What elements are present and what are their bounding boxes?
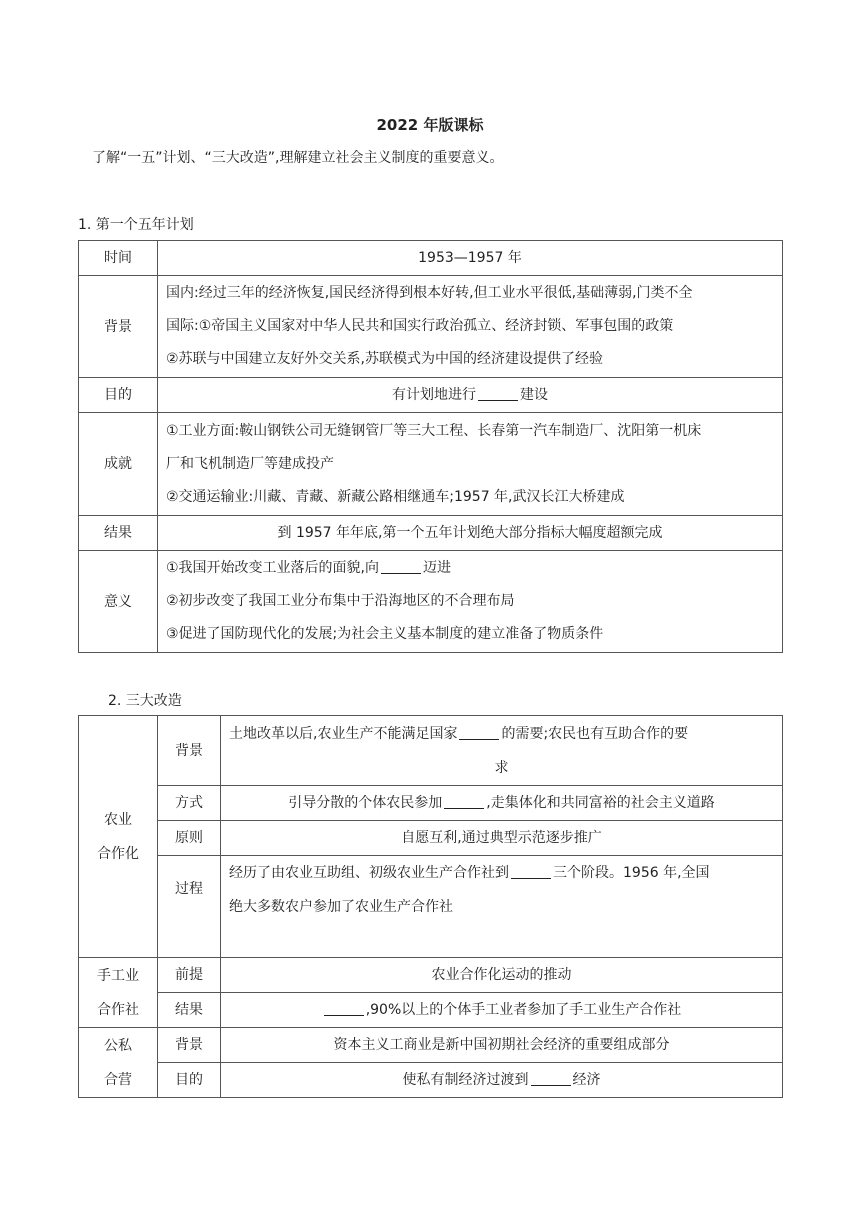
row-label: 目的 [79,378,158,413]
text-line: 绝大多数农户参加了农业生产合作社 [229,899,453,915]
text-line: 土地改革以后,农业生产不能满足国家 的需要;农民也有互助合作的要 [229,725,689,742]
row-label: 目的 [158,1063,221,1098]
section2-heading: 2. 三大改造 [108,693,182,709]
agri-background-cell [221,716,783,786]
row-label: 过程 [158,856,221,958]
table-row [79,716,783,786]
capitalist-purpose-cell: 使私有制经济过渡到 经济 [221,1063,783,1098]
group-label-joint-ownership: 公私 合营 [79,1028,158,1098]
fill-blank[interactable] [444,794,484,809]
row-label: 成就 [79,413,158,516]
achievement-cell [158,413,783,516]
result-value: 到 1957 年年底,第一个五年计划绝大部分指标大幅度超额完成 [158,516,783,551]
group-label-agriculture: 农业 合作化 [79,716,158,958]
page-title: 2022 年版课标 [376,116,484,134]
text-line: 国际:①帝国主义国家对中华人民共和国实行政治孤立、经济封锁、军事包围的政策 [166,318,674,334]
row-label: 背景 [79,276,158,378]
table-row [79,1063,783,1098]
fill-blank[interactable] [324,1001,364,1016]
row-label: 背景 [158,716,221,786]
text-line: ②初步改变了我国工业分布集中于沿海地区的不合理布局 [166,593,515,609]
row-label: 方式 [158,786,221,821]
text-line: ②交通运输业:川藏、青藏、新藏公路相继通车;1957 年,武汉长江大桥建成 [166,488,625,505]
table-row [79,276,783,378]
table-row [79,786,783,821]
table-row [79,1028,783,1063]
capitalist-background-value: 资本主义工商业是新中国初期社会经济的重要组成部分 [221,1028,783,1063]
fill-blank[interactable] [381,559,421,574]
agri-method-cell: 引导分散的个体农民参加 ,走集体化和共同富裕的社会主义道路 [221,786,783,821]
text-line: ①工业方面:鞍山钢铁公司无缝钢管厂等三大工程、长春第一汽车制造厂、沈阳第一机床 [166,422,702,439]
table-row [79,241,783,276]
table-row [79,856,783,958]
agri-process-cell [221,856,783,958]
group-label-handicraft: 手工业 合作社 [79,958,158,1028]
text-line: 国内:经过三年的经济恢复,国民经济得到根本好转,但工业水平很低,基础薄弱,门类不全 [166,285,693,301]
text-line: 经历了由农业互助组、初级农业生产合作社到 三个阶段。1956 年,全国 [229,865,710,881]
fill-blank[interactable] [511,864,551,879]
text-line: 厂和飞机制造厂等建成投产 [166,455,334,472]
purpose-cell: 有计划地进行 建设 [158,378,783,413]
row-label: 时间 [79,241,158,276]
row-label: 结果 [158,993,221,1028]
five-year-plan-table [78,240,783,653]
text-line: ③促进了国防现代化的发展;为社会主义基本制度的建立准备了物质条件 [166,626,604,642]
intro-text: 了解“一五”计划、“三大改造”,理解建立社会主义制度的重要意义。 [92,150,504,166]
row-label: 结果 [79,516,158,551]
table-row [79,958,783,993]
fill-blank[interactable] [531,1071,571,1086]
text-line: 求 [494,759,509,776]
time-value: 1953—1957 年 [158,241,783,276]
handicraft-result-cell: ,90%以上的个体手工业者参加了手工业生产合作社 [221,993,783,1028]
background-cell [158,276,783,378]
table-row [79,993,783,1028]
agri-principle-value: 自愿互利,通过典型示范逐步推广 [221,821,783,856]
fill-blank[interactable] [478,386,518,401]
table-row [79,378,783,413]
handicraft-premise-value: 农业合作化运动的推动 [221,958,783,993]
three-transformations-table [78,715,783,1098]
text-line: ②苏联与中国建立友好外交关系,苏联模式为中国的经济建设提供了经验 [166,351,603,367]
row-label: 前提 [158,958,221,993]
fill-blank[interactable] [459,725,499,740]
table-row [79,516,783,551]
table-row [79,551,783,653]
row-label: 意义 [79,551,158,653]
row-label: 原则 [158,821,221,856]
table-row [79,821,783,856]
significance-cell [158,551,783,653]
row-label: 背景 [158,1028,221,1063]
section1-heading: 1. 第一个五年计划 [78,217,194,233]
text-line: ①我国开始改变工业落后的面貌,向 迈进 [166,560,452,576]
table-row [79,413,783,516]
